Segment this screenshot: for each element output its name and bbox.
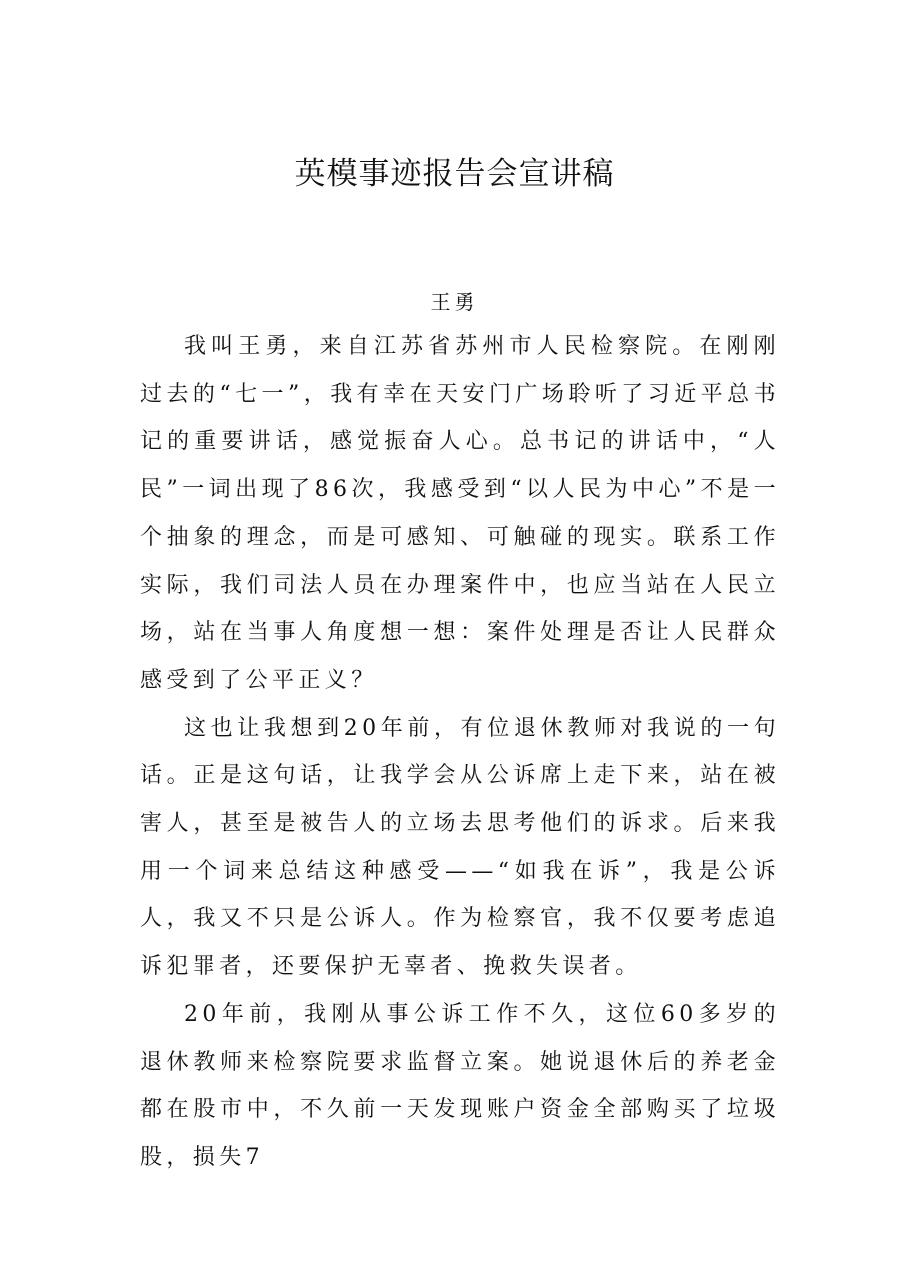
document-body xyxy=(140,323,780,1182)
paragraph: 这也让我想到20年前，有位退休教师对我说的一句话。正是这句话，让我学会从公诉席上走下来，站在被害人，甚至是被告人的立场去思考他们的诉求。后来我用一个词来总结这种感受——“如我在诉”，我是公诉人，我又不只是公诉人。作为检察官，我不仅要考虑追诉犯罪者，还要保护无辜者、挽救失误者。 xyxy=(140,715,780,980)
paragraph: 我叫王勇，来自江苏省苏州市人民检察院。在刚刚过去的“七一”，我有幸在天安门广场聆听了习近平总书记的重要讲话，感觉振奋人心。总书记的讲话中，“人民”一词出现了86次，我感受到“以人民为中心”不是一个抽象的理念，而是可感知、可触碰的现实。联系工作实际，我们司法人员在办理案件中，也应当站在人民立场，站在当事人角度想一想：案件处理是否让人民群众感受到了公平正义？ xyxy=(140,334,780,693)
document-title: 英模事迹报告会宣讲稿 xyxy=(294,156,615,192)
author-name: 王勇 xyxy=(430,290,479,314)
paragraph: 20年前，我刚从事公诉工作不久，这位60多岁的退休教师来检察院要求监督立案。她说退休后的养老金都在股市中，不久前一天发现账户资金全部购买了垃圾股，损失7 xyxy=(140,1001,780,1170)
